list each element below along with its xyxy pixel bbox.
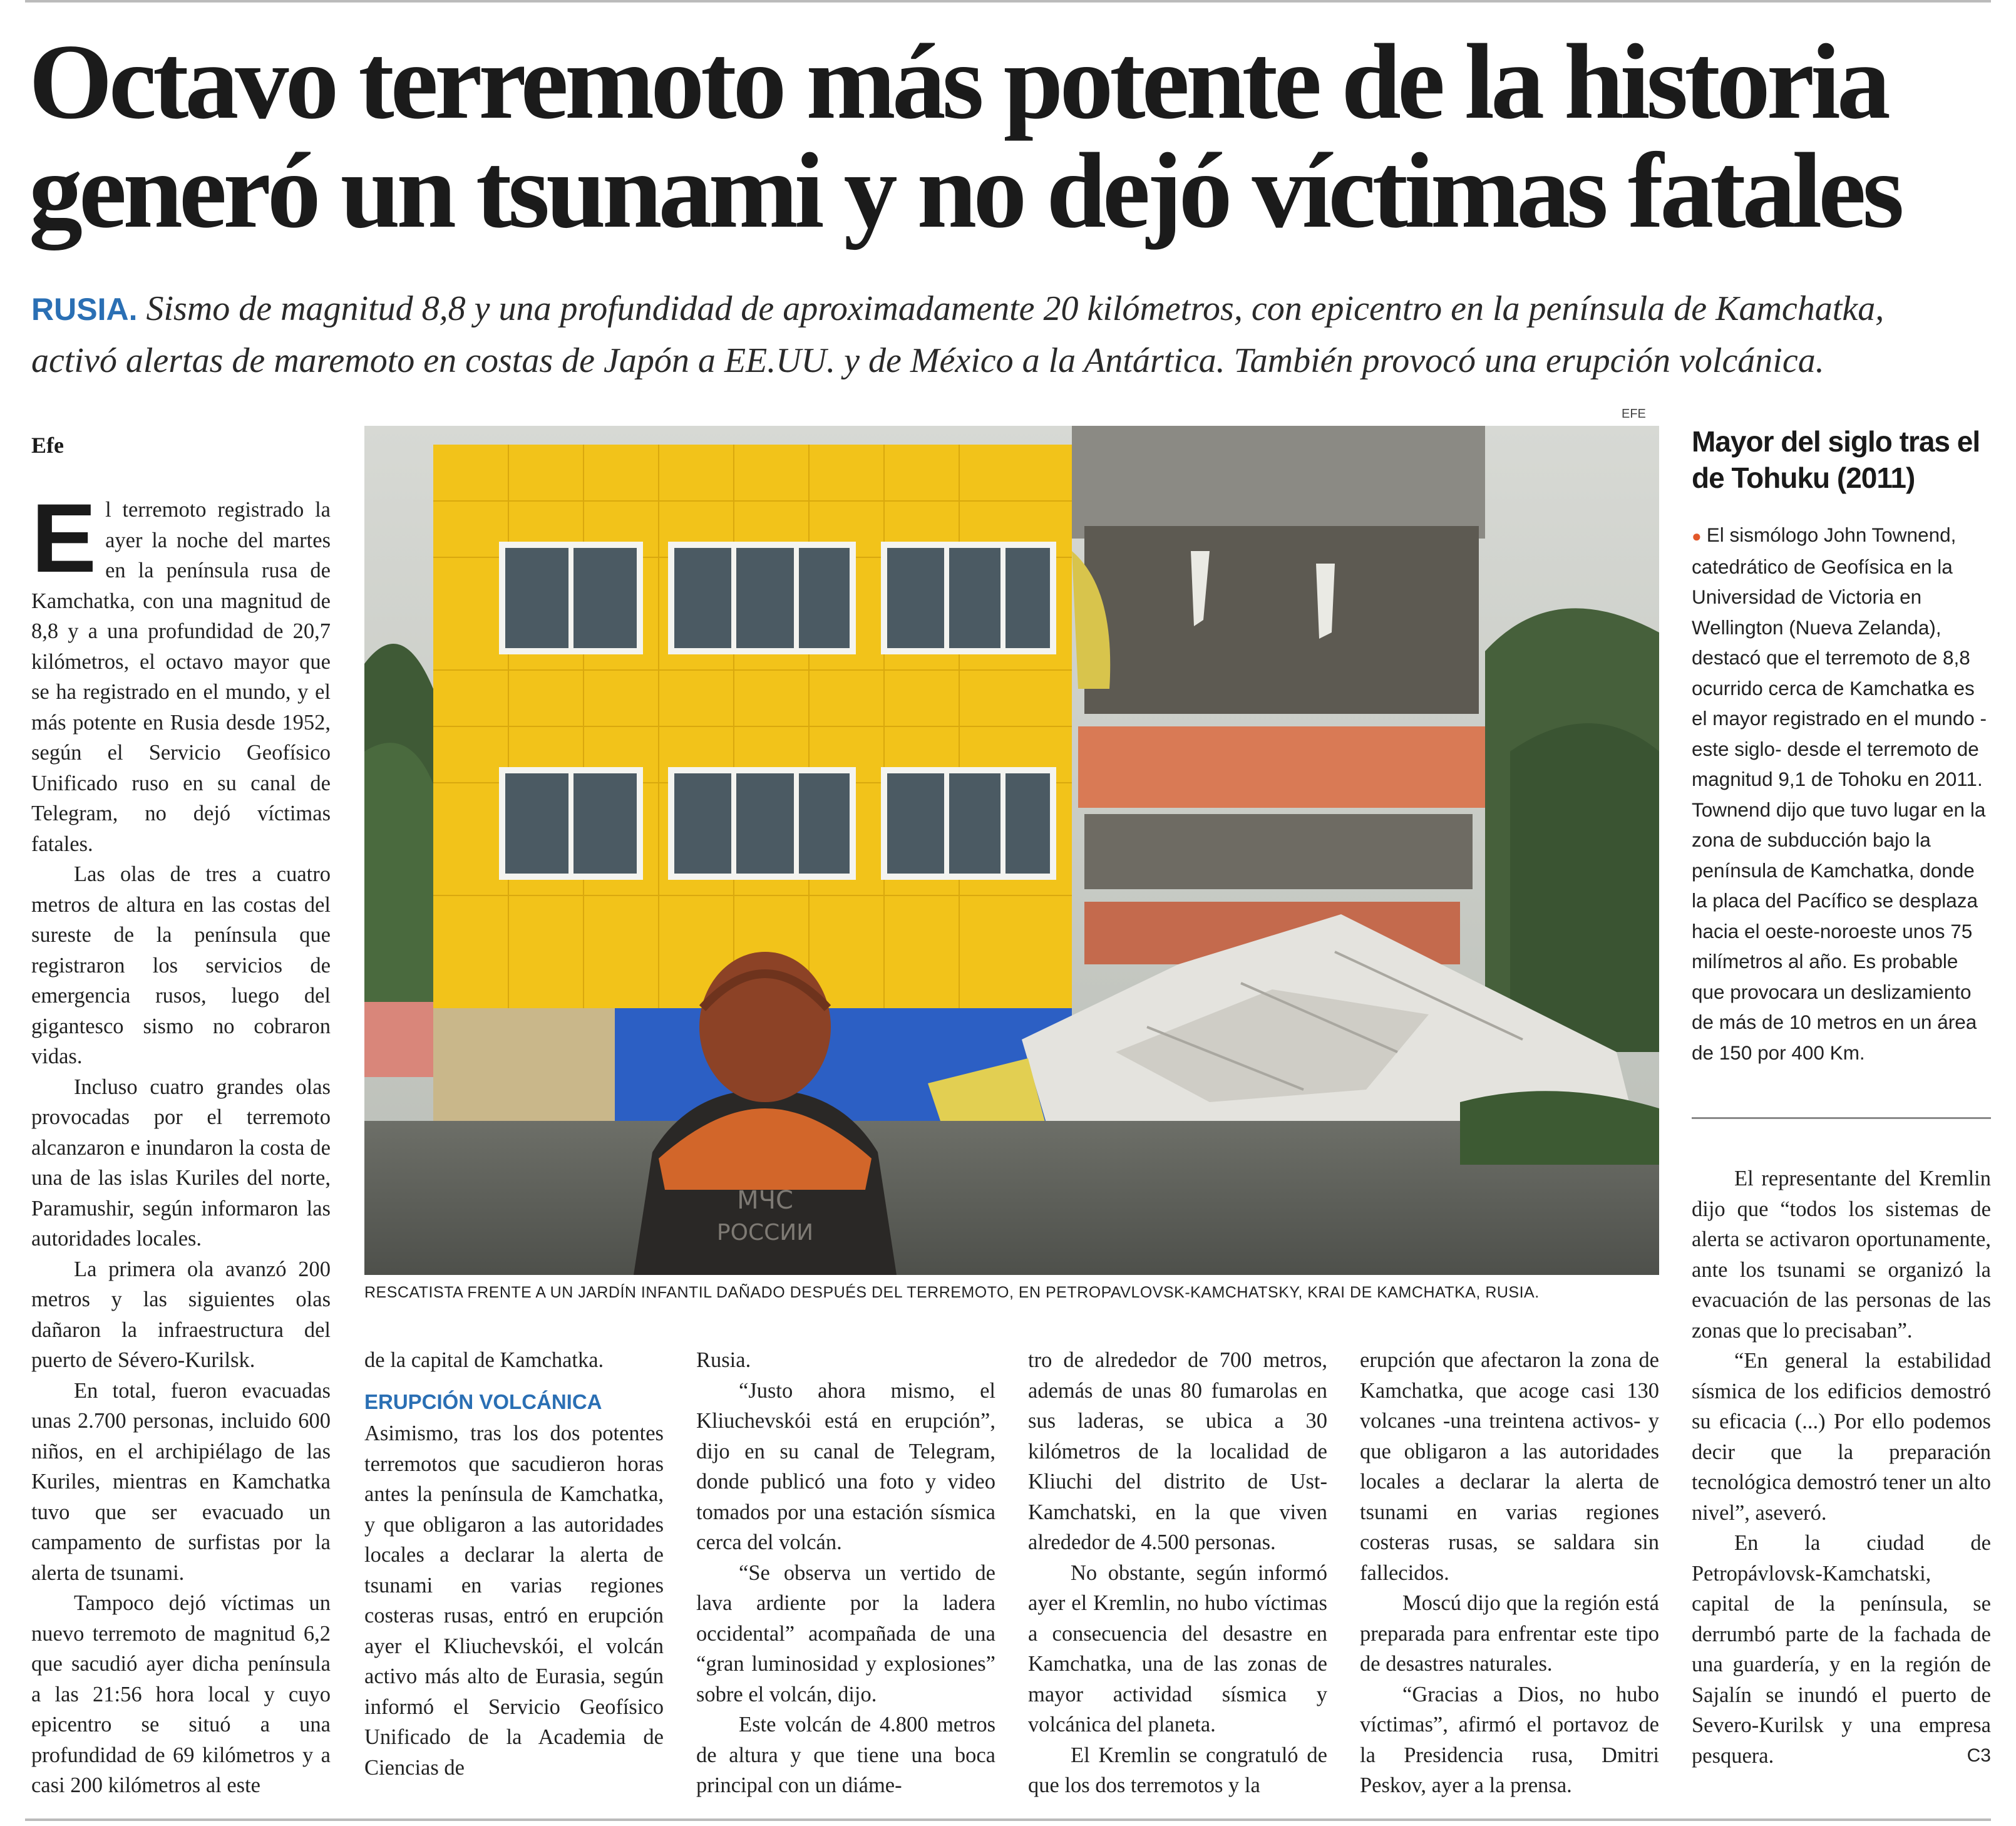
sidebar-divider	[1692, 1117, 1991, 1119]
article-p2: Las olas de tres a cuatro metros de altura en las costas del sureste de la península que registraron los servicios de emergencia rusos, luego del gigantesco sismo no cobraron vidas.	[31, 862, 331, 1068]
photo-illustration	[364, 426, 1659, 1275]
article-p17: Moscú dijo que la región está preparada para enfrentar este tipo de desastres naturales.	[1360, 1591, 1659, 1676]
article-p1: l terremoto registrado la ayer la noche del martes en la península rusa de Kamchatka, con una magnitud de 8,8 y a una profundidad de 20,7 kilómetros, el octavo mayor que se ha registrado en el mundo, y el más potente en Rusia desde 1952, según el Servicio Geofísico Unificado ruso en su canal de Telegram, no dejó víctimas fatales.	[31, 498, 331, 856]
article-p12: Este volcán de 4.800 metros de altura y que tiene una boca principal con un diáme-	[696, 1713, 995, 1797]
article-column-1	[31, 484, 331, 1810]
article-p8: Asimismo, tras los dos potentes terremotos que sacudieron horas antes la península de Kamchatka, y que obligaron a las autoridades locales a declarar la alerta de tsunami en varias regiones costeras rusas, entró en erupción ayer el Kliuchevskói, el volcán activo más alto de Eurasia, según informó el Servicio Geofísico Unificado de la Academia de Ciencias de	[364, 1421, 664, 1780]
deck-kicker: RUSIA.	[31, 292, 138, 327]
article-p6: Tampoco dejó víctimas un nuevo terremoto de magnitud 6,2 que sacudió ayer dicha península a las 21:56 hora local y cuyo epicentro se situó a una profundidad de 69 kilómetros y a casi 200 kilómetros al este	[31, 1591, 331, 1797]
sidebar-body	[1692, 520, 1992, 1068]
article-p14: No obstante, según informó ayer el Kremlin, no hubo víctimas a consecuencia del desastre en Kamchatka, una de las zonas de mayor actividad sísmica y volcánica del planeta.	[1028, 1560, 1327, 1736]
article-paragraph	[31, 484, 331, 859]
article-column-2	[364, 1345, 664, 1783]
deck-line-1	[31, 283, 1997, 335]
article-p19: El representante del Kremlin dijo que “todos los sistemas de alerta se activaron oportunamente, ante los tsunami se organizó la evacuación de las personas de las zonas que lo precisaban”.	[1692, 1167, 1991, 1343]
headline-line-2: generó un tsunami y no dejó víctimas fatales	[29, 132, 1901, 250]
article-p13: tro de alrededor de 700 metros, además de unas 80 fumarolas en sus laderas, se ubica a 30 kilómetros de la localidad de Kliuchi del distrito de Ust-Kamchatski, en la que viven alrededor de 4.500 personas.	[1028, 1348, 1327, 1554]
article-p16: erupción que afectaron la zona de Kamchatka, que acoge casi 130 volcanes -una treintena activos- y que obligaron a las autoridades locales a declarar la alerta de tsunami en varias regiones costeras rusas, se saldara sin fallecidos.	[1360, 1348, 1659, 1585]
subhead-erupcion: ERUPCIÓN VOLCÁNICA	[364, 1390, 602, 1413]
photo-caption: RESCATISTA FRENTE A UN JARDÍN INFANTIL DAÑADO DESPUÉS DEL TERREMOTO, EN PETROPAVLOVSK-KAMCHATSKY, KRAI DE KAMCHATKA, RUSIA.	[364, 1284, 1540, 1301]
news-photo	[364, 426, 1659, 1275]
headline	[29, 23, 1995, 250]
article-column-3	[696, 1345, 995, 1801]
article-column-4	[1028, 1345, 1327, 1801]
headline-line-1: Octavo terremoto más potente de la historia	[29, 23, 1887, 142]
sidebar-title: Mayor del siglo tras el de Tohuku (2011)	[1692, 425, 1980, 494]
vest-text-2: РОССИИ	[716, 1220, 814, 1246]
article-p11: “Se observa un vertido de lava ardiente por la ladera occidental” acompañada de una “gran luminosidad y explosiones” sobre el volcán, dijo.	[696, 1560, 995, 1706]
top-rule	[25, 0, 1991, 3]
article-p4: La primera ola avanzó 200 metros y las siguientes olas dañaron la infraestructura del puerto de Sévero-Kurilsk.	[31, 1257, 331, 1372]
bullet-icon: ●	[1692, 527, 1702, 545]
article-p7: de la capital de Kamchatka.	[364, 1348, 604, 1372]
article-p3: Incluso cuatro grandes olas provocadas por el terremoto alcanzaron e inundaron la costa de una de las islas Kuriles del norte, Paramushir, según informaron las autoridades locales.	[31, 1075, 331, 1251]
sidebar-text: El sismólogo John Townend, catedrático de Geofísica en la Universidad de Victoria en Wellington (Nueva Zelanda), destacó que el terremoto de 8,8 ocurrido cerca de Kamchatka es el mayor registrado en el mundo -este siglo- desde el terremoto de magnitud 9,1 de Tohoku en 2011. Townend dijo que tuvo lugar en la zona de subducción bajo la península de Kamchatka, donde la placa del Pacífico se desplaza hacia el oeste-noroeste unos 75 milímetros al año. Es probable que provocara un deslizamiento de más de 10 metros en un área de 150 por 400 Km.	[1692, 524, 1987, 1064]
article-p5: En total, fueron evacuadas unas 2.700 personas, incluido 600 niños, en el archipiélago de las Kuriles, mientras en Kamchatka tuvo que ser evacuado un campamento de surfistas por la alerta de tsunami.	[31, 1378, 331, 1585]
vest-text-1: МЧС	[737, 1186, 793, 1215]
article-p15: El Kremlin se congratuló de que los dos terremotos y la	[1028, 1743, 1327, 1797]
article-p20: “En general la estabilidad sísmica de los edificios demostró su eficacia (...) Por ello podemos decir que la preparación tecnológica demostró tener un alto nivel”, aseveró.	[1692, 1349, 1991, 1525]
deck-line-2: activó alertas de maremoto en costas de Japón a EE.UU. y de México a la Antártica. También provocó una erupción volcánica.	[31, 341, 1824, 380]
end-mark: C3	[1967, 1745, 1991, 1766]
byline: Efe	[31, 433, 64, 458]
article-column-6	[1692, 1163, 1991, 1771]
article-p10: “Justo ahora mismo, el Kliuchevskói está en erupción”, dijo en su canal de Telegram, donde publicó una foto y video tomados por una estación sísmica cerca del volcán.	[696, 1378, 995, 1554]
bottom-rule	[25, 1818, 1991, 1821]
article-p9: Rusia.	[696, 1348, 751, 1372]
article-p18: “Gracias a Dios, no hubo víctimas”, afirmó el portavoz de la Presidencia rusa, Dmitri Peskov, ayer a la prensa.	[1360, 1682, 1659, 1797]
article-p21-text: En la ciudad de Petropávlovsk-Kamchatski, capital de la península, se derrumbó parte de la fachada de una guardería, y en la región de Sajalín se inundó el puerto de Severo-Kurilsk y una empresa pesquera.	[1692, 1531, 1991, 1768]
article-column-5	[1360, 1345, 1659, 1801]
dropcap: E	[31, 484, 97, 593]
deck	[31, 283, 1997, 386]
deck-text-1: Sismo de magnitud 8,8 y una profundidad de aproximadamente 20 kilómetros, con epicentro en la península de Kamchatka,	[146, 289, 1885, 328]
photo-credit: EFE	[1622, 407, 1646, 421]
article-p21	[1692, 1528, 1991, 1771]
